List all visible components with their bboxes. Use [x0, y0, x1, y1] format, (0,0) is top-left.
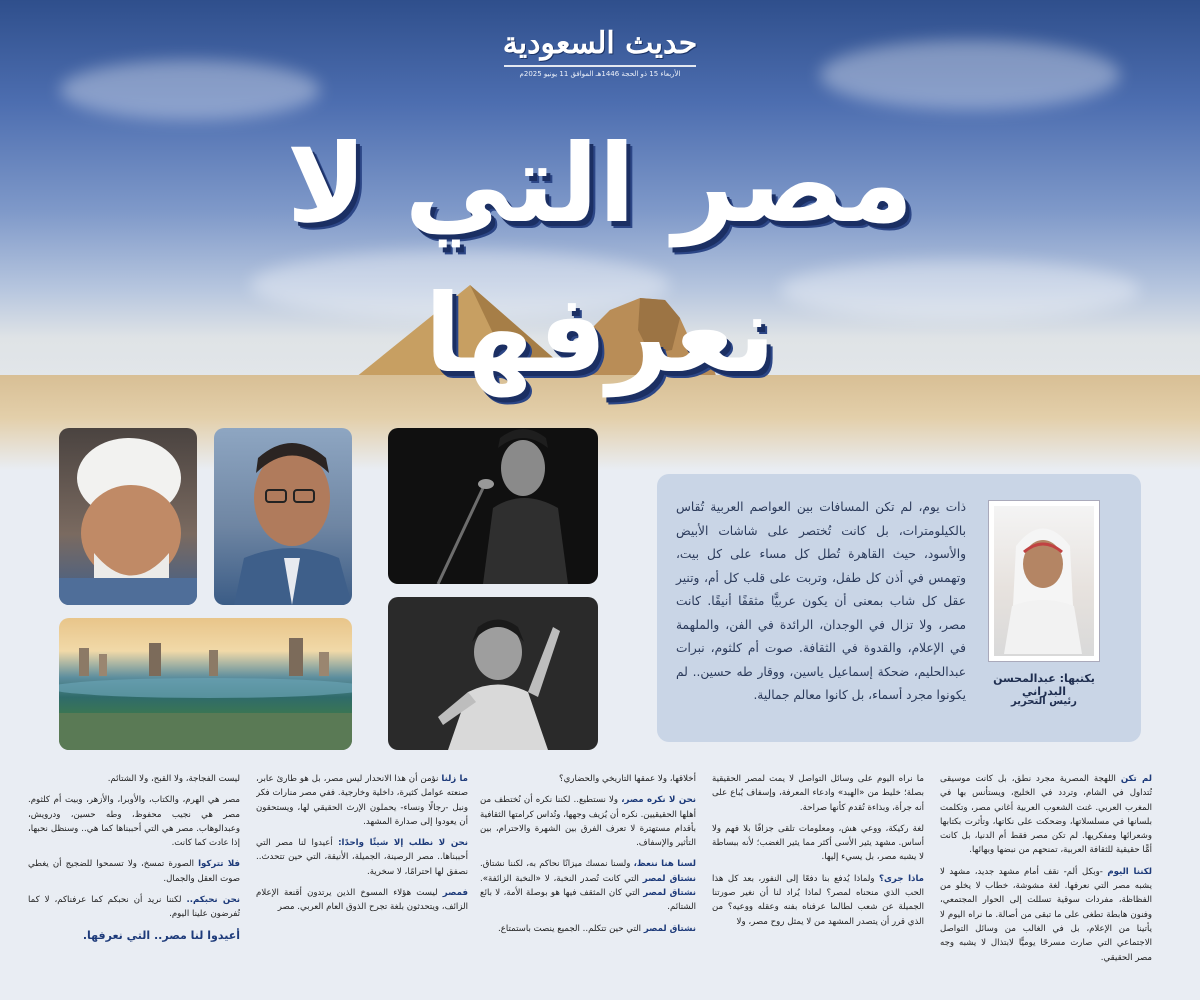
paragraph: فمصر ليست هؤلاء المسوخ الذين يرتدون أقنعة الإعلام الزائف، ويتحدثون بلغة تجرح الذوق العام العربي. مصر: [256, 888, 468, 913]
photo-sheikh: [59, 428, 197, 605]
editor-portrait: [994, 506, 1092, 654]
cloud: [820, 40, 1120, 110]
article-column-1: [940, 772, 1152, 994]
photo-cairo-skyline: [59, 618, 352, 750]
paragraph: لم تكن اللهجة المصرية مجرد نطق، بل كانت موسيقى تُتداول في الشام، وتردد في الخليج، ويستأنس بها في المغرب العربي. غنت الشعوب العربية أغاني مصر، وتكلمت بلسانها في مسلسلاتها، وضحكت على نكاتها، وتأثرت بكتابها وشعرائها ومفكريها. لم تكن مصر فقط أم الدنيا، بل كانت أمًّا حقيقية للثقافة العربية، تمنحهم من نبضها وبهائها.: [940, 774, 1152, 856]
photo-umm-kulthum: [388, 597, 598, 750]
masthead-rule: [504, 65, 696, 67]
photo-singer: [388, 428, 598, 584]
paragraph: نحن نحبكم.. لكننا نريد أن نحبكم كما عرفناكم، لا كما تُفرضون علينا اليوم.: [28, 895, 240, 920]
masthead: [480, 26, 720, 78]
page-headline: مصر التي لا نعرفها: [286, 122, 914, 397]
paragraph: ما نراه اليوم على وسائل التواصل لا يمت لمصر الحقيقية بصلة؛ خليط من «الهبد» وادعاء المعرفة، وإسفاف يُباع على أنه جرأة، وبذاءة تُقدم كأنها صراحة.: [712, 774, 924, 813]
paragraph: لكننا اليوم -وبكل ألم- نقف أمام مشهد جديد، مشهد لا يشبه مصر التي نعرفها. لغة مشوشة، خطاب لا يخلو من الفظاظة، مفردات سوقية تسللت إلى الحوار المجتمعي، وفنون هابطة تطغى على ما تبقى من أصالة. ما نراه اليوم لا يأتينا من الإعلام، بل في الغالب من وسائل التواصل الاجتماعي التي صارت مسرحًا يوميًّا لابتذال لا يشبه وجه مصر الحقيقي.: [940, 866, 1152, 963]
paragraph: نشتاق لمصر التي حين تتكلم.. الجميع ينصت باستمتاع.: [498, 923, 696, 934]
article-column-5: [28, 772, 240, 994]
paragraph: لغة ركيكة، ووعي هش، ومعلومات تلقى جزافًا بلا فهم ولا أساس. مشهد يثير الأسى أكثر مما يثير الغضب؛ لأنه ببساطة لا يشبه مصر، بل يسيء إليها.: [712, 823, 924, 863]
paragraph: لسنا هنا ننعظ، ولسنا نمسك ميزانًا نحاكم به، لكننا نشتاق. نشتاق لمصر التي كانت تُصدر النخبة، لا «النخبة الزائفة». نشتاق لمصر التي كان المثقف فيها هو بوصلة الأمة، لا بائع الشتائم.: [480, 859, 696, 913]
article-column-3: [480, 772, 696, 994]
paragraph: نحن لا نطلب إلا شيئًا واحدًا: أعيدوا لنا مصر التي أحببناها.. مصر الرصينة، الجميلة، الأنيقة، التي حين تتحدث.. نصفق لها احترامًا، لا سخرية.: [256, 838, 468, 877]
issue-date: الأربعاء 15 ذو الحجة 1446هـ الموافق 11 يونيو 2025م: [519, 70, 681, 78]
article-column-4: [256, 772, 468, 994]
newspaper-logo: حديث السعودية: [502, 26, 698, 61]
closing-line: أعيدوا لنا مصر.. التي نعرفها.: [82, 928, 240, 942]
paragraph: ماذا جرى؟ ولماذا يُدفع بنا دفعًا إلى النفور، بعد كل هذا الحب الذي منحناه لمصر؟ لماذا يُراد لنا أن نغير صورتنا الجميلة عن شعب لطالما عرفناه بفنه وعقله ووعيه؟ من الذي قرر أن يتصدر المشهد من لا يمثل روح مصر، ولا: [712, 873, 924, 927]
paragraph: ما زلنا نؤمن أن هذا الانحدار ليس مصر، بل هو طارئ عابر، صنعته عوامل كثيرة، داخلية وخارجية. ففي مصر منارات فكر ونبل -رجالًا ونساء- يحملون الإرث الحقيقي لها، ويستحقون أن يعودوا إلى صدارة المشهد.: [256, 774, 468, 827]
paragraph: ليست الفجاجة، ولا القبح، ولا الشتائم.: [107, 774, 240, 784]
paragraph: مصر هي الهرم، والكتاب، والأوبرا، والأزهر، وبيت أم كلثوم. مصر هي نجيب محفوظ، وطه حسين، ودرويش، وعبدالوهاب. مصر هي التي أحببناها كما هي.. وسنظل نحبها، إذا عادت كما كانت.: [28, 795, 240, 849]
article-column-2: [712, 772, 924, 994]
editor-photo: [988, 500, 1100, 662]
intro-paragraph: ذات يوم، لم تكن المسافات بين العواصم العربية تُقاس بالكيلومترات، بل كانت تُختصر على شاشات الأبيض والأسود، حيث القاهرة تُطل كل مساء على كل بيت، وتهمس في أذن كل طفل، وتربت على قلب كل أم، وتنير عقل كل شاب بمعنى أن يكون عربيًّا مثقفًا أنيقًا. كانت مصر، ولا تزال في الوجدان، الرائدة في الفن، والملهمة في الإعلام، والقدوة في الثقافة. صوت أم كلثوم، نبرات عبدالحليم، ضحكة إسماعيل ياسين، ووقار طه حسين.. لم يكونوا مجرد أسماء، بل كانوا معالم جمالية.: [676, 500, 966, 702]
editor-byline: يكتبها: عبدالمحسن البدراني: [993, 672, 1095, 698]
editor-title: رئيس التحرير: [1011, 696, 1077, 707]
photo-writer: [214, 428, 352, 605]
paragraph: نحن لا نكره مصر، ولا نستطيع.. لكننا نكره أن نُختطف من أهلها الحقيقيين. نكره أن يُزيف وجهها، وتُداس كرامتها الثقافية بأقدام مستهترة لا تعرف الفرق بين الشهرة والاحترام، بين التأثير والإسفاف.: [480, 795, 696, 849]
paragraph: أخلاقها، ولا عمقها التاريخي والحضاري؟: [559, 774, 696, 784]
paragraph: فلا تتركوا الصورة تمسخ، ولا تسمحوا للضجيج أن يغطي صوت العقل والجمال.: [28, 859, 240, 884]
